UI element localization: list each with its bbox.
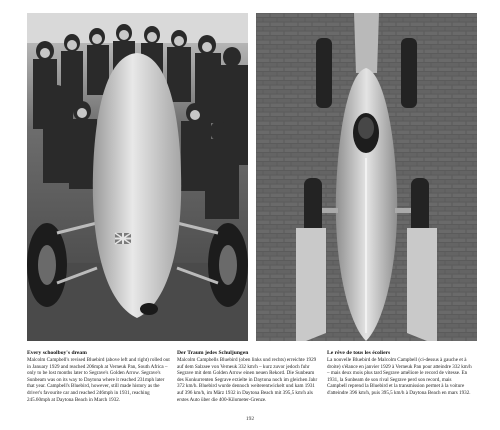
caption-french bbox=[327, 350, 472, 397]
photo-car-top-view bbox=[256, 13, 477, 341]
caption-english bbox=[27, 350, 172, 403]
caption-german bbox=[177, 350, 322, 403]
photo-crowd-with-car bbox=[27, 13, 248, 341]
caption-heading: Der Traum jedes Schuljungen bbox=[177, 350, 249, 356]
caption-body: Malcolm Campbell's revised Bluebird (above left and right) rolled out in January 1929 and reached 206mph at Verneuk Pan, South Africa – only to be lost months later to Segrave's Golden Arrow. Segrave's Sunbeam was on its way to Daytona where it reached 231mph later that year. Campbell's Bluebird, however, still made history as the driver's favourite car and reached 246mph in 1931, reaching 245.60mph at Daytona Beach in March 1932. bbox=[27, 357, 170, 403]
caption-body: La nouvelle Bluebird de Malcolm Campbell (ci-dessus à gauche et à droite) s'élance en janvier 1929 à Verneuk Pan pour atteindre 332 km/h – mais deux mois plus tard Segrave améliore le record de vitesse. En 1931, la Sunbeam de son rival Segrave perd son record, mais Campbell reprend la Bluebird et la transmission permet à la voiture d'atteindre 396 km/h, puis 395,5 km/h à Daytona Beach en mars 1932. bbox=[327, 357, 472, 397]
caption-body: Malcolm Campbells Bluebird (oben links und rechts) erreichte 1929 auf dem Salzsee von Verneuk 332 km/h – kurz zuvor jedoch fuhr Segrave mit dem Golden Arrow einen neuen Rekord. Die Sunbeam des Konkurrenten Segrave erzielte in Daytona noch im gleichen Jahr 372 km/h. Bluebird wurde dennoch weiterentwickelt und kam 1931 auf 396 km/h, im März 1932 in Daytona Beach mit 395,5 km/h als erstes Auto über die 400-Kilometer-Grenze. bbox=[177, 357, 318, 403]
caption-heading: Every schoolboy's dream bbox=[27, 350, 87, 356]
caption-heading: Le rêve de tous les écoliers bbox=[327, 350, 391, 356]
page-number: 192 bbox=[245, 416, 255, 422]
